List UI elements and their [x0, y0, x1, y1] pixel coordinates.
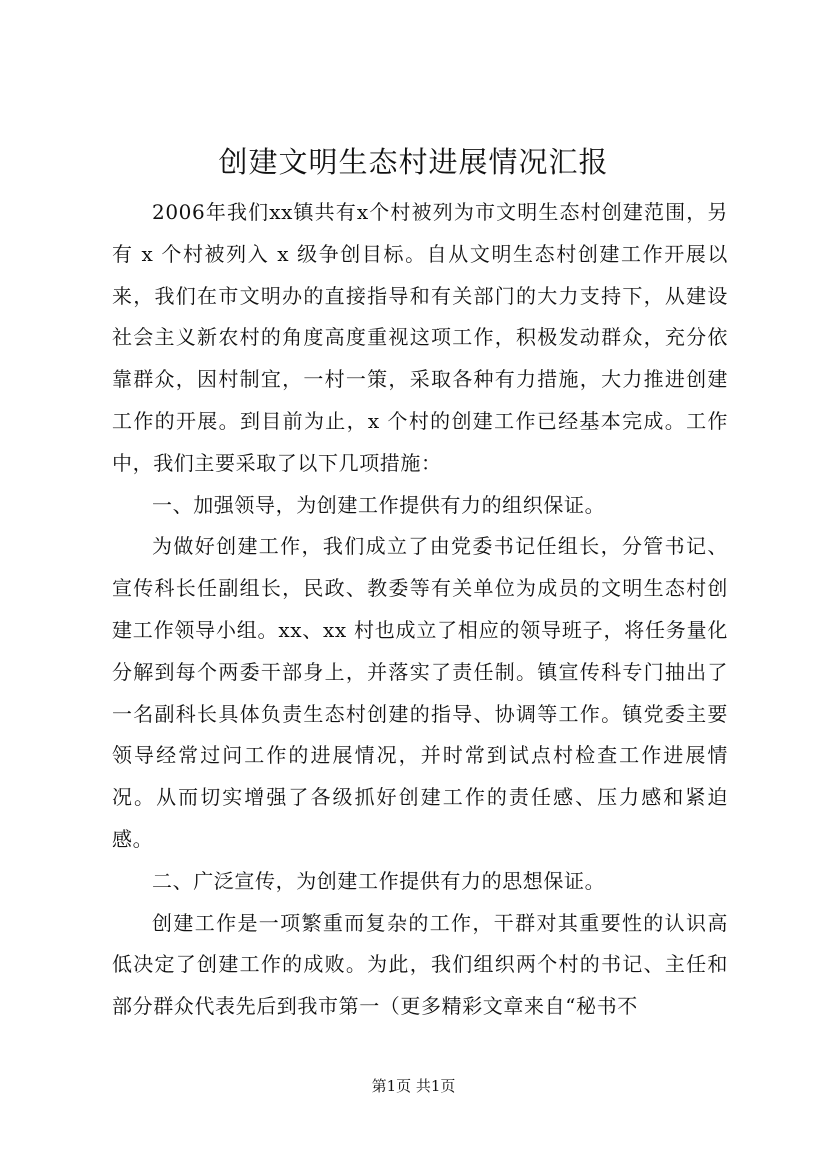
section-heading-2: 二、广泛宣传，为创建工作提供有力的思想保证。	[152, 868, 606, 893]
paragraph-publicity: 创建工作是一项繁重而复杂的工作，干群对其重要性的认识高低决定了创建工作的成败。为此，我们组织两个村的书记、主任和部分群众代表先后到我市第一（更多精彩文章来自“秘书不	[112, 910, 728, 1019]
paragraph-leadership: 为做好创建工作，我们成立了由党委书记任组长，分管书记、宣传科长任副组长，民政、教委等有关单位为成员的文明生态村创建工作领导小组。xx、xx 村也成立了相应的领导班子，将任务量化分解到每个两委干部身上，并落实了责任制。镇宣传科专门抽出了一名副科长具体负责生态村创建的指导、协调等工作。镇党委主要领导经常过问工作的进展情况，并时常到试点村检查工作进展情况。从而切实增强了各级抓好创建工作的责任感、压力感和紧迫感。	[112, 534, 728, 851]
document-title: 创建文明生态村进展情况汇报	[218, 145, 609, 179]
section-heading-1: 一、加强领导，为创建工作提供有力的组织保证。	[152, 492, 606, 517]
page-footer: 第1页 共1页	[371, 1077, 456, 1095]
paragraph-intro: 2006年我们xx镇共有x个村被列为市文明生态村创建范围，另有 x 个村被列入 x 级争创目标。自从文明生态村创建工作开展以来，我们在市文明办的直接指导和有关部门的大力支持下，从建设社会主义新农村的角度高度重视这项工作，积极发动群众，充分依靠群众，因村制宜，一村一策，采取各种有力措施，大力推进创建工作的开展。到目前为止，x 个村的创建工作已经基本完成。工作中，我们主要采取了以下几项措施：	[112, 200, 728, 475]
document-body	[112, 192, 728, 1028]
